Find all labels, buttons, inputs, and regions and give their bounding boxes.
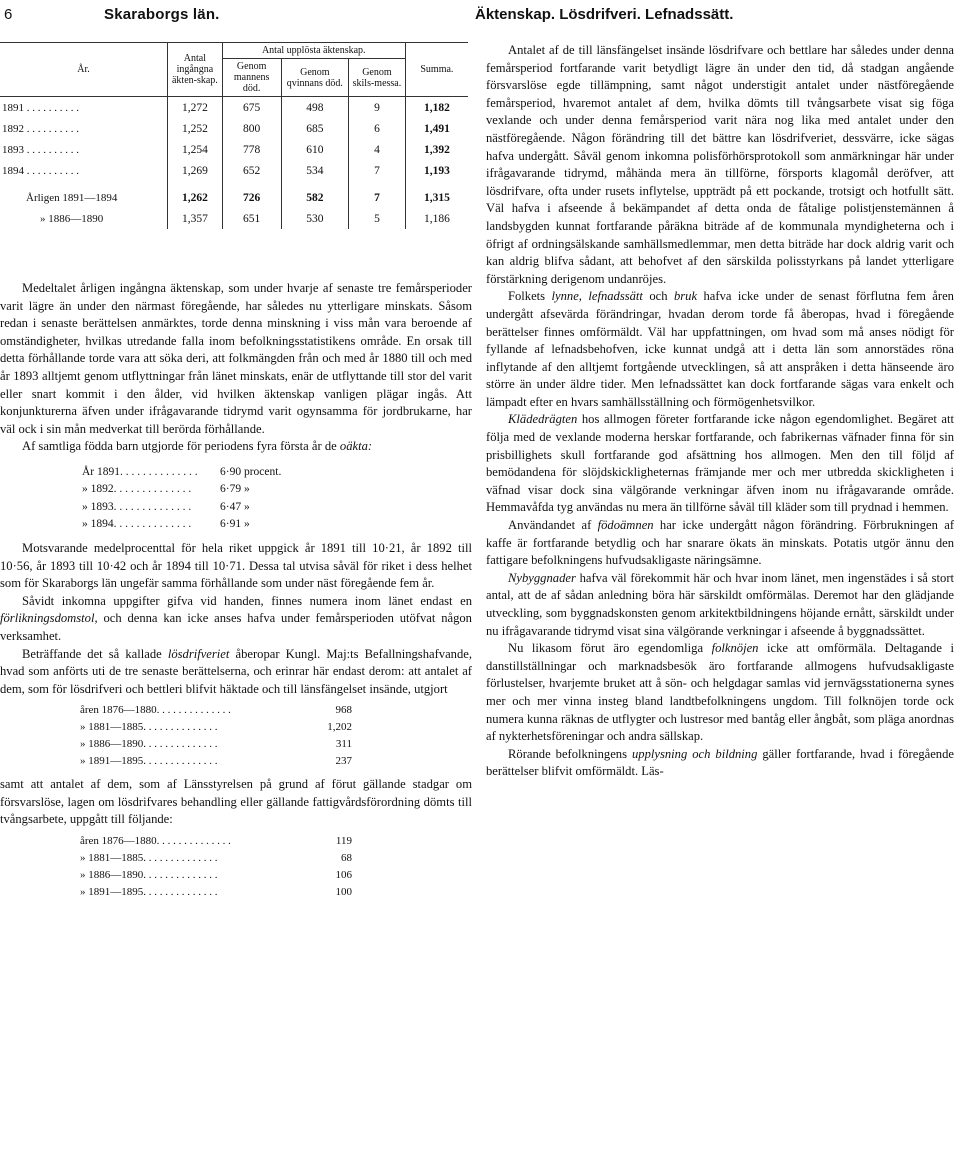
paragraph-buildings: [486, 570, 954, 640]
rate-value: 6·90 procent.: [220, 465, 282, 478]
illegitimate-rates-list: [82, 464, 472, 534]
text: hafva väl förekommit här och hvar inom länet, men ingenstädes i så stort antal, att de af sådan anledning böra här särskildt omförmälas. Deremot har den glädjande utveckling, som byggnadskonsten genom arkitektbildningens höjande ernått, särskildt under nu ifrågavarande tidrymd visat sina välgörande verkningar i afseende å byggnadssättet.: [486, 570, 955, 638]
period-label: » 1886—1890. . . . . . . . . . . . . .: [80, 869, 218, 882]
period-value: 119: [335, 835, 352, 848]
list-item: [80, 753, 472, 770]
text: Nu likasom förut äro egendomliga: [508, 641, 704, 656]
paragraph-conciliation: [0, 593, 472, 646]
rate-label: År 1891. . . . . . . . . . . . . .: [82, 465, 198, 478]
text: Såvidt inkomna uppgifter gifva vid handen, finnes numera inom länet endast en: [22, 593, 472, 608]
row-skils: 5: [349, 208, 406, 229]
row-antal: 1,252: [168, 118, 223, 139]
list-item: [82, 481, 472, 499]
row-skils: 4: [349, 139, 406, 160]
rate-label: » 1894. . . . . . . . . . . . . .: [82, 518, 192, 531]
table-row: [0, 160, 468, 181]
col-skils-header: Genom skils-messa.: [349, 59, 406, 97]
paragraph-amusements: [486, 640, 954, 746]
emphasis: Klädedrägten: [508, 412, 578, 427]
period-label: åren 1876—1880. . . . . . . . . . . . . .: [80, 835, 231, 848]
row-mannens: 778: [222, 139, 281, 160]
row-qvinnans: 534: [281, 160, 348, 181]
row-skils: 6: [349, 118, 406, 139]
paragraph-marriages: Medeltalet årligen ingångna äktenskap, som under hvarje af senaste tre femårsperioder varit lägre än under den närmast föregående, har således nu ytterligare minskats. Såsom redan i senaste berättelsen anmärktes, torde denna minskning i viss mån vara beroende af omständigheter, hvilkas utredande falla inom befolkningsstatistikens område. En orsak till detta förhållande torde vara att söka deri, att folkmängden från och med år 1880 till och med år 1893 alltjemt genom utflyttningar från länet minskats, enär de utflyttande till stor del varit eller snart kommit i den ålder, vid hvilken äktenskap vanligen plägar ingås. Att konjunkturerna äfven under ifrågavarande tidrymd varit ogynsamma för jordbrukarne, har väl ock i sin mån medverkat till berörda förhållande.: [0, 281, 472, 436]
emphasis: lynne, lefnadssätt: [551, 289, 643, 304]
row-summa: 1,182: [405, 97, 468, 119]
list-item: [80, 736, 472, 753]
period-label: » 1891—1895. . . . . . . . . . . . . .: [80, 755, 218, 768]
period-value: 311: [335, 738, 352, 751]
paragraph-illegitimate-intro: [0, 438, 472, 456]
row-mannens: 651: [222, 208, 281, 229]
period-label: » 1891—1895. . . . . . . . . . . . . .: [80, 886, 218, 899]
text: hos allmogen företer fortfarande icke någon egendomlighet. Begäret att följa med de vexlande moderna herskar fortfarande, och fabrikernas väfnader finna för sin prisbillighets skull fortfarande god afsättning hos allmogen. Men den till följd af bemödandena för slöjdskickligheternas främjande mer och mer utbredda skickligheten i väfnad visar dock sina välgörande verkningar äfven inom nu ifrågavarande område. Hemmavåfda tyg användas nu mera än tillförne såväl till kläder som till prydnad i hemmen.: [486, 412, 954, 515]
period-label: » 1886—1890. . . . . . . . . . . . . .: [80, 738, 218, 751]
paragraph-forced-labour: samt att antalet af dem, som af Länsstyrelsen på grund af förut gällande stadgar om försvarslöse, lagen om lösdrifvares behandling eller gällande fattigvårdsförordning dömts till tvångsarbete, uppgått till följande:: [0, 777, 472, 827]
emphasis: bruk: [673, 289, 698, 304]
period-value: 1,202: [327, 721, 352, 734]
row-antal: 1,254: [168, 139, 223, 160]
rate-label: » 1892. . . . . . . . . . . . . .: [82, 483, 192, 496]
row-year: 1893 . . . . . . . . . .: [2, 143, 79, 156]
col-qvinnans-header: Genom qvinnans död.: [281, 59, 348, 97]
paragraph-education: [486, 746, 954, 781]
col-year-header: År.: [0, 43, 168, 97]
list-item: [80, 867, 472, 884]
text: har icke undergått någon förändring. Förbrukningen af kaffe är fortfarande betydlig och har snarare ökats än minskats. Potatis utgör ännu den fattigare befolkningens hufvudsakligaste näringsämne.: [486, 518, 955, 568]
running-title: Skaraborgs län.: [104, 6, 220, 23]
period-label: » 1881—1885. . . . . . . . . . . . . .: [80, 852, 218, 865]
emphasis: födoämnen: [597, 518, 654, 533]
text: Folkets: [508, 289, 546, 304]
row-mannens: 652: [222, 160, 281, 181]
text: och denna kan icke anses hafva under femårsperioden utöfvat någon verksamhet.: [0, 611, 472, 643]
row-summa: 1,392: [405, 139, 468, 160]
paragraph-national-average: Motsvarande medelprocenttal för hela riket uppgick år 1891 till 10·21, år 1892 till 10·56, år 1893 till 10·42 och år 1894 till 10·71. Dessa tal utvisa såväl för riket i dess helhet som för Skaraborgs län ungefär samma förhållande som under näst föregående fem år.: [0, 540, 472, 591]
rate-value: 6·91 »: [220, 518, 250, 531]
table-row: [0, 118, 468, 139]
period-value: 237: [335, 755, 352, 768]
emphasis: Nybyggnader: [508, 570, 576, 585]
list-item: [80, 702, 472, 719]
list-item: [82, 464, 472, 482]
rate-label: » 1893. . . . . . . . . . . . . .: [82, 500, 192, 513]
marriage-table-wrap: [0, 42, 472, 280]
paragraph-food: [486, 517, 954, 570]
list-item: [80, 719, 472, 736]
row-antal: 1,269: [168, 160, 223, 181]
text: och: [649, 289, 668, 304]
list-item: [80, 884, 472, 901]
group-header: Antal upplösta äktenskap.: [222, 43, 405, 59]
row-year: Årligen 1891—1894: [26, 191, 118, 204]
period-value: 968: [335, 704, 352, 717]
paragraph-vagrancy-continued: Antalet af de till länsfängelset insände lösdrifvare och bettlare har således under denna femårsperiod fortfarande varit betydligt lägre än under den tid, då stadgan angående försvarslöse egde tillämpning, samt något understigit antalet under nästföregående femårsperiod, hvaremot antalet af dem, hvilka dömts till tvångsarbete visat sig föga vexlande och under denna femårsperiod varit nära nog lika med antalet under den nästföregående. Någon förändring till det bättre kan lösdrifveriet, dessvärre, icke sägas hafva undergått. Såväl genom inkomna polisförhörsprotokoll som anmärkningar här under ifrågavarande tidrymd, måhända mera än tillförne, försports klagomål deröfver, att lösdrifvare, ofta under rusets inflytelse, uppträdt på ett pockande, trotsigt och hotfullt sätt. Väl hafva i afseende å bekämpandet af detta onda de fåtalige polistjenstemännen å landsbygden kunnat fortfarande påräkna biträde af de kommunala myndigheterna och i öfrigt af ordningsälskande samhällsmedlemmar, men detta biträde har dock aldrig varit och kan aldrig blifva sådant, att behofvet af den särskilda polisstyrkans på landet ytterligare förstärkning derigenom undanröjes.: [486, 43, 954, 286]
text: åberopar Kungl. Maj:ts Befallningshafvande, hvad som anförts uti de tre senaste berättelserna, och erinrar här endast derom: att antalet af dem, som för lösdrifveri och bettleri blifvit häktade och till länsfängelset insände, utgjort: [0, 646, 472, 696]
table-row: [0, 139, 468, 160]
row-year: 1892 . . . . . . . . . .: [2, 122, 79, 135]
period-label: åren 1876—1880. . . . . . . . . . . . . .: [80, 704, 231, 717]
list-item: [82, 499, 472, 517]
row-antal: 1,357: [168, 208, 223, 229]
list-item: [80, 833, 472, 850]
row-summa: 1,193: [405, 160, 468, 181]
text: Beträffande det så kallade: [22, 646, 162, 661]
col-antal-header: Antal ingångna äkten-skap.: [168, 43, 223, 97]
emphasis: upplysning och bildning: [631, 746, 758, 761]
row-qvinnans: 530: [281, 208, 348, 229]
row-summa: 1,315: [405, 181, 468, 208]
table-row: [0, 97, 468, 119]
table-row-average: [0, 181, 468, 208]
row-summa: 1,491: [405, 118, 468, 139]
table-row-average: [0, 208, 468, 229]
period-value: 68: [341, 852, 352, 865]
row-mannens: 726: [222, 181, 281, 208]
text: Användandet af: [508, 518, 592, 533]
col-mannens-header: Genom mannens död.: [222, 59, 281, 97]
row-mannens: 800: [222, 118, 281, 139]
row-summa: 1,186: [405, 208, 468, 229]
row-antal: 1,262: [168, 181, 223, 208]
text: gäller fortfarande, hvad i föregående berättelser blifvit omförmäldt. Läs-: [486, 746, 954, 779]
period-value: 106: [335, 869, 352, 882]
text: hafva icke under de senast förflutna fem åren undergått afsevärda förändringar, hvadan derom torde få åberopas, hvad i föregående berättelser finnes omförmäldt. Väl har uppfattningen, om hvad som må anses nödigt för fyllande af lefnadsbehofven, icke kunnat undgå att i detta län som annorstädes röna inflytande af den alltjemt fortgående utvecklingen, så att anspråken i detta hänseende äro större än under äldre tider. Men lefnadssättet kan dock fortfarande sägas vara enkelt och lämpadt efter en hvars samhällsställning och förmögenhetsvilkor.: [486, 289, 954, 409]
row-year: » 1886—1890: [40, 212, 104, 225]
vagrancy-arrests-list: [80, 702, 472, 770]
row-qvinnans: 685: [281, 118, 348, 139]
forced-labour-list: [80, 833, 472, 901]
row-antal: 1,272: [168, 97, 223, 119]
period-value: 100: [335, 886, 352, 899]
page-header: [0, 6, 960, 28]
text: Rörande befolkningens: [508, 746, 627, 761]
rate-value: 6·79 »: [220, 483, 250, 496]
row-year: 1894 . . . . . . . . . .: [2, 164, 79, 177]
row-qvinnans: 610: [281, 139, 348, 160]
emphasis: folknöjen: [711, 641, 759, 656]
list-item: [82, 516, 472, 534]
list-item: [80, 850, 472, 867]
row-qvinnans: 582: [281, 181, 348, 208]
emphasis: förlikningsdomstol,: [0, 611, 98, 626]
row-mannens: 675: [222, 97, 281, 119]
right-column: [486, 42, 954, 781]
row-skils: 7: [349, 160, 406, 181]
marriage-table: [0, 42, 468, 229]
rate-value: 6·47 »: [220, 500, 250, 513]
paragraph-vagrancy: [0, 646, 472, 699]
paragraph-clothing: [486, 411, 954, 517]
left-column: [0, 42, 472, 907]
text: Af samtliga födda barn utgjorde för periodens fyra första år de: [22, 439, 337, 454]
emphasis: oäkta:: [339, 439, 373, 454]
paragraph-customs: [486, 288, 954, 411]
page-number: 6: [4, 6, 13, 23]
emphasis: lösdrifveriet: [167, 646, 230, 661]
row-year: 1891 . . . . . . . . . .: [2, 101, 79, 114]
row-qvinnans: 498: [281, 97, 348, 119]
period-label: » 1881—1885. . . . . . . . . . . . . .: [80, 721, 218, 734]
row-skils: 9: [349, 97, 406, 119]
col-summa-header: Summa.: [405, 43, 468, 97]
running-subtitle: Äktenskap. Lösdrifveri. Lefnadssätt.: [475, 6, 734, 23]
row-skils: 7: [349, 181, 406, 208]
text: icke att omförmäla. Deltagande i danstillställningar och marknadsbesök äro fortfarande allmogens hufvudsakligaste förlustelser, hvarjemte bruket att å sön- och helgdagar samlas vid jernvägsstationerna synes mer och mer vinna insteg bland landtbefolkningens ungdom. Till folknöjen torde ock numera kunna räknas de utflygter och lustresor med bantåg eller ångbåt, som pläga anordnas af nykterhetsföreningar och andra sällskap.: [486, 641, 954, 744]
